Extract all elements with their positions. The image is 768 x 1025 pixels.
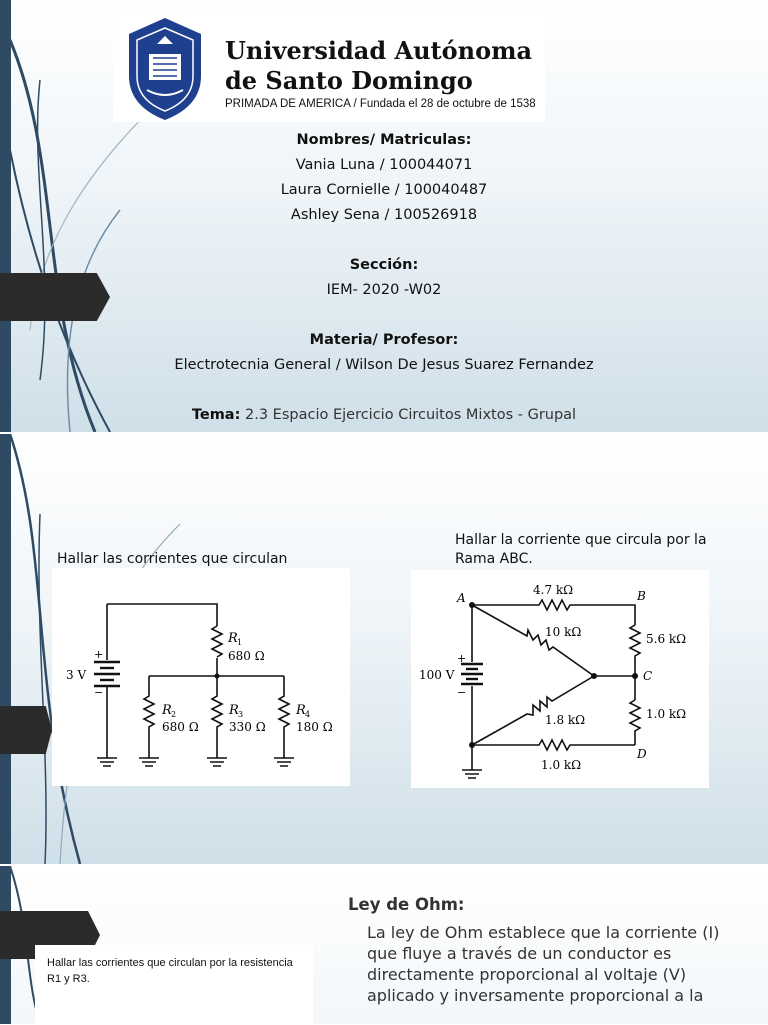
ground-icon [462,770,482,778]
r-ad-value: 1.0 kΩ [541,758,582,772]
topic-label: Tema: [191,407,241,423]
r3-value: 330 Ω [229,720,266,734]
source-voltage: 3 V [66,668,87,682]
r-cd-value: 1.0 kΩ [646,707,687,721]
topic-value: 2.3 Espacio Ejercicio Circuitos Mixtos - Grupal [245,407,577,423]
exercise2-text: Hallar la corriente que circula por la Rama ABC. [455,532,707,567]
student-name: Laura Cornielle / 100040487 [280,182,488,198]
left-accent-bar [0,434,11,864]
node-b: B [637,589,646,603]
source-minus: − [94,686,104,699]
title-slide [0,0,768,432]
r4-value: 180 Ω [296,720,333,734]
university-name-line1: Universidad Autónoma [225,36,533,65]
r3-subscript: 3 [238,710,244,719]
node-d: D [637,747,647,761]
circuit1-schematic [52,568,350,786]
ground-icon [97,758,294,766]
r-ac-value: 10 kΩ [545,625,582,639]
exercise-card-text: Hallar las corrientes que circulan por la resistencia R1 y R3. [47,957,293,985]
r4-subscript: 4 [305,710,311,719]
exercise-card [35,945,313,1025]
source-minus: − [457,686,467,699]
r-bc-value: 5.6 kΩ [646,632,687,646]
exercise-slide [0,434,768,864]
section-heading: Sección: [349,257,419,273]
node-c: C [643,669,653,683]
student-name: Vania Luna / 100044071 [295,157,473,173]
node-a: A [457,591,466,605]
university-tagline: PRIMADA DE AMERICA / Fundada el 28 de octubre de 1538 [225,98,536,110]
source-plus: + [94,648,104,661]
subject-heading: Materia/ Profesor: [309,332,459,348]
exercise1-text: Hallar las corrientes que circulan [57,551,288,567]
circuit2-diagram [411,570,709,788]
names-heading: Nombres/ Matriculas: [296,132,472,148]
slide-tab-marker [0,706,52,754]
student-name: Ashley Sena / 100526918 [290,207,478,223]
r2-subscript: 2 [171,710,177,719]
source-voltage: 100 V [419,668,455,682]
r-dc-diag-value: 1.8 kΩ [545,713,586,727]
subject-value: Electrotecnia General / Wilson De Jesus Suarez Fernandez [174,357,594,373]
source-plus: + [457,652,467,665]
university-name-line2: de Santo Domingo [225,66,473,95]
university-logo [113,14,545,122]
circuit2-schematic [411,570,709,788]
ohm-law-body: La ley de Ohm establece que la corriente (I) que fluye a través de un conductor es directamente proporcional al voltaje (V) aplicado y inversamente proporcional a la [367,923,720,1005]
r1-value: 680 Ω [228,649,265,663]
circuit1-diagram [52,568,350,786]
r-ab-value: 4.7 kΩ [533,583,574,597]
r2-value: 680 Ω [162,720,199,734]
r1-subscript: 1 [237,638,243,647]
r4-label: R [296,703,306,718]
r3-label: R [229,703,239,718]
r2-label: R [162,703,172,718]
section-value: IEM- 2020 -W02 [326,282,442,298]
r1-label: R [228,631,238,646]
ohm-law-title: Ley de Ohm: [348,895,465,914]
topic-line [0,407,768,423]
